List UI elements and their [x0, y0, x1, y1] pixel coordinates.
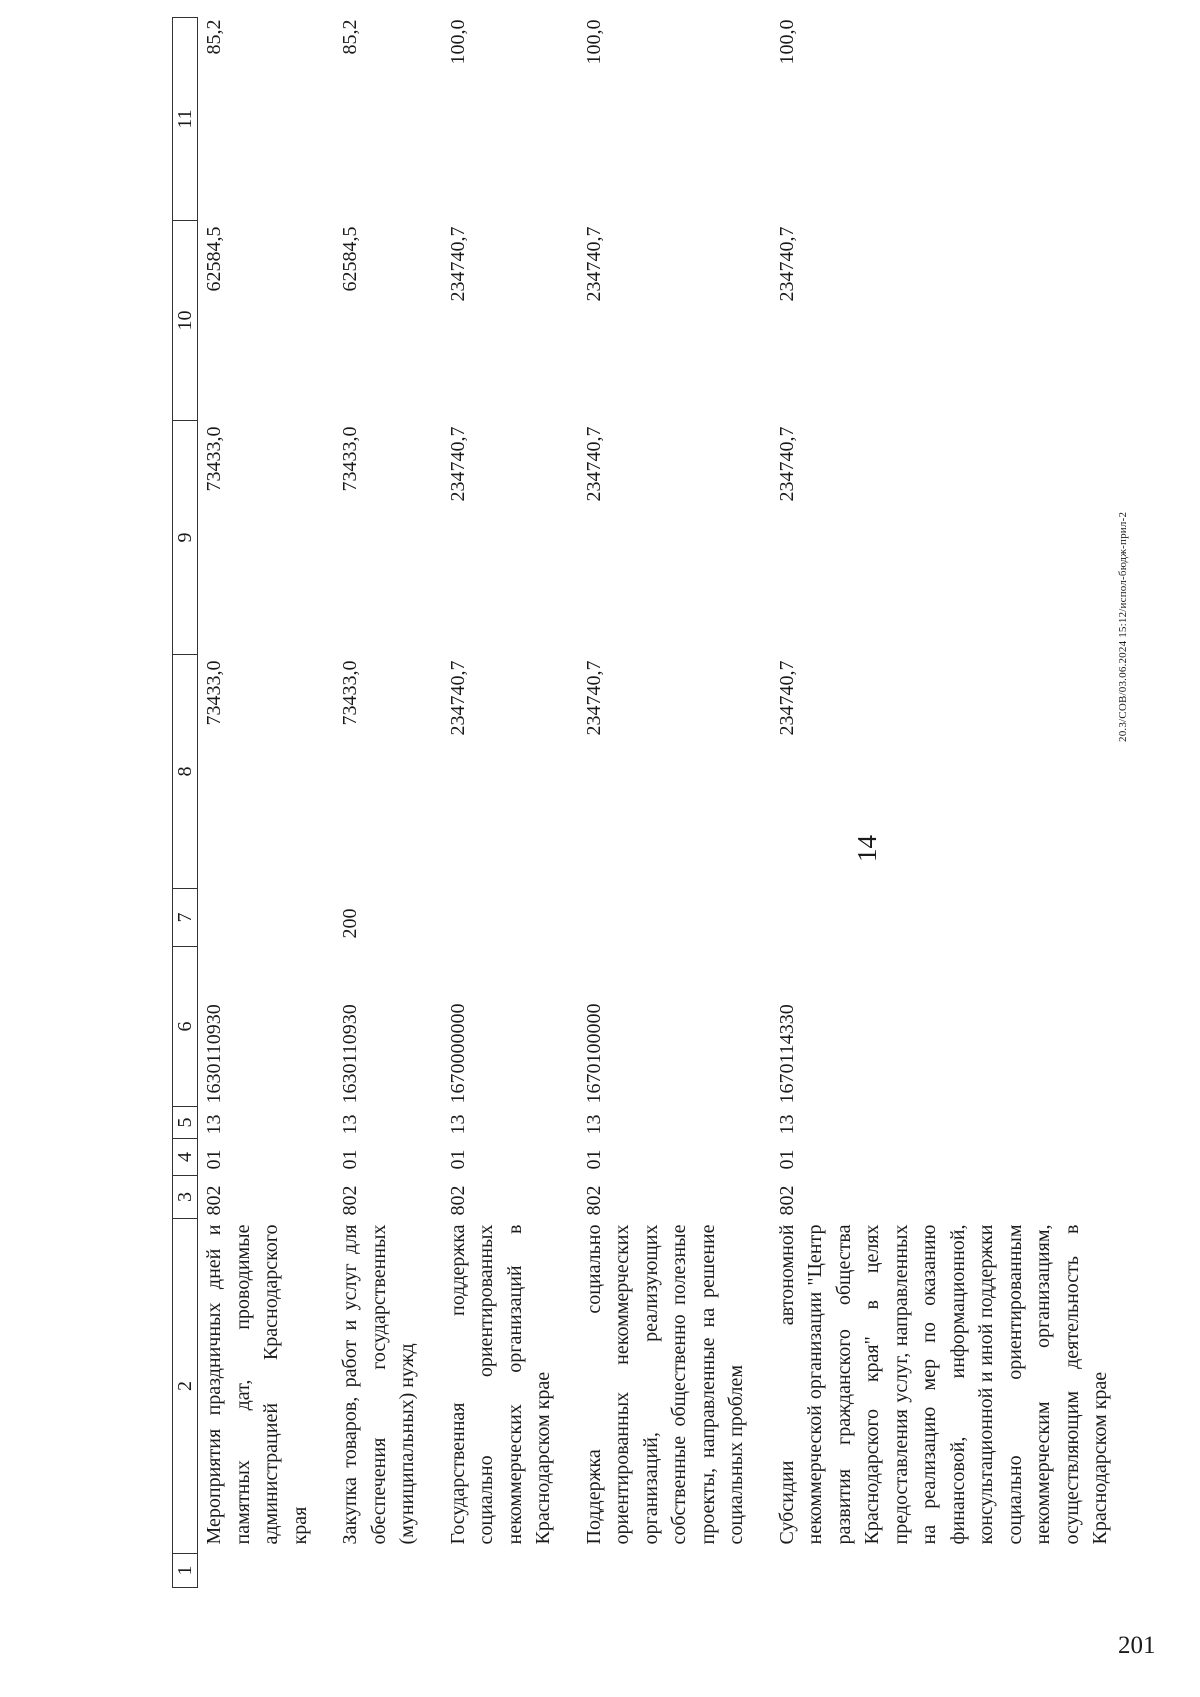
amount-col10: 62584,5: [339, 226, 361, 292]
amount-col10: 62584,5: [203, 226, 225, 292]
section-code: 01: [582, 1149, 605, 1170]
col-header-10: 10: [173, 221, 198, 421]
col-header-1: 1: [173, 1554, 198, 1588]
percent-col11: 85,2: [339, 19, 361, 55]
budget-table: [172, 17, 1135, 1588]
percent-col11: 100,0: [775, 19, 798, 65]
row-number: [578, 1554, 771, 1588]
col-header-11: 11: [173, 18, 198, 221]
table-row: [198, 18, 335, 1588]
row-number: [442, 1554, 578, 1588]
expense-type-code: [442, 889, 578, 947]
subsection-code: 13: [203, 1114, 225, 1135]
amount-col10: 234740,7: [446, 226, 469, 302]
row-description: Мероприятия праздничных дней и памятных дат, проводимые администрацией Краснодарского края: [203, 1224, 311, 1545]
table-row: [334, 18, 442, 1588]
amount-col10: 234740,7: [775, 226, 798, 302]
target-article-code: 1670100000: [582, 1003, 605, 1104]
col-header-8: 8: [173, 655, 198, 889]
target-article-code: 1670000000: [446, 1003, 469, 1104]
row-description: Субсидии автономной некоммерческой организации "Центр развития гражданского общества Краснодарского края" в целях предоставления услуг, направленных на реализацию мер по оказанию финансовой, информационной, консультационной и иной поддержки социально ориентированным некоммерческим организациям, осуществляющим деятельность в Краснодарском крае: [775, 1224, 1111, 1545]
col-header-2: 2: [173, 1219, 198, 1554]
amount-col8: 234740,7: [446, 660, 469, 736]
ministry-code: 802: [203, 1185, 225, 1216]
amount-col10: 234740,7: [582, 226, 605, 302]
target-article-code: 1630110930: [203, 1004, 225, 1104]
subsection-code: 13: [339, 1114, 361, 1135]
row-number: [771, 1554, 1135, 1588]
row-number: [334, 1554, 442, 1588]
table-row: [771, 18, 1135, 1588]
row-number: [198, 1554, 335, 1588]
percent-col11: 100,0: [582, 19, 605, 65]
section-code: 01: [339, 1149, 361, 1170]
col-header-4: 4: [173, 1139, 198, 1176]
col-header-9: 9: [173, 421, 198, 655]
amount-col8: 234740,7: [582, 660, 605, 736]
expense-type-code: [578, 889, 771, 947]
section-code: 01: [203, 1149, 225, 1170]
subsection-code: 13: [582, 1114, 605, 1135]
col-header-7: 7: [173, 889, 198, 947]
amount-col8: 234740,7: [775, 660, 798, 736]
subsection-code: 13: [775, 1114, 798, 1135]
row-description: Закупка товаров, работ и услуг для обеспечения государственных (муниципальных) нужд: [339, 1224, 418, 1545]
page-number: 14: [852, 835, 882, 862]
ministry-code: 802: [582, 1185, 605, 1216]
sheet-number: 201: [1118, 1632, 1156, 1659]
col-header-5: 5: [173, 1107, 198, 1139]
subsection-code: 13: [446, 1114, 469, 1135]
header-row: [173, 18, 198, 1588]
expense-type-code: [198, 889, 335, 947]
amount-col8: 73433,0: [203, 660, 225, 726]
col-header-6: 6: [173, 947, 198, 1107]
ministry-code: 802: [775, 1185, 798, 1216]
amount-col9: 234740,7: [446, 426, 469, 502]
expense-type-code: 200: [339, 908, 361, 939]
amount-col9: 234740,7: [775, 426, 798, 502]
percent-col11: 100,0: [446, 19, 469, 65]
section-code: 01: [775, 1149, 798, 1170]
amount-col9: 73433,0: [203, 426, 225, 492]
amount-col9: 234740,7: [582, 426, 605, 502]
amount-col8: 73433,0: [339, 660, 361, 726]
ministry-code: 802: [446, 1185, 469, 1216]
ministry-code: 802: [339, 1185, 361, 1216]
section-code: 01: [446, 1149, 469, 1170]
percent-col11: 85,2: [203, 19, 225, 55]
expense-type-code: [771, 889, 1135, 947]
amount-col9: 73433,0: [339, 426, 361, 492]
table-row: [578, 18, 771, 1588]
table-row: [442, 18, 578, 1588]
document-code-footer: 20.3/СОВ/03.06.2024 15:12/испол-бюдж-прил-2: [1117, 511, 1129, 742]
row-description: Поддержка социально ориентированных некоммерческих организаций, реализующих собственные общественно полезные проекты, направленные на решение социальных проблем: [582, 1224, 747, 1545]
row-description: Государственная поддержка социально ориентированных некоммерческих организаций в Краснодарском крае: [446, 1224, 554, 1545]
target-article-code: 1670114330: [775, 1004, 798, 1104]
col-header-3: 3: [173, 1176, 198, 1219]
target-article-code: 1630110930: [339, 1004, 361, 1104]
